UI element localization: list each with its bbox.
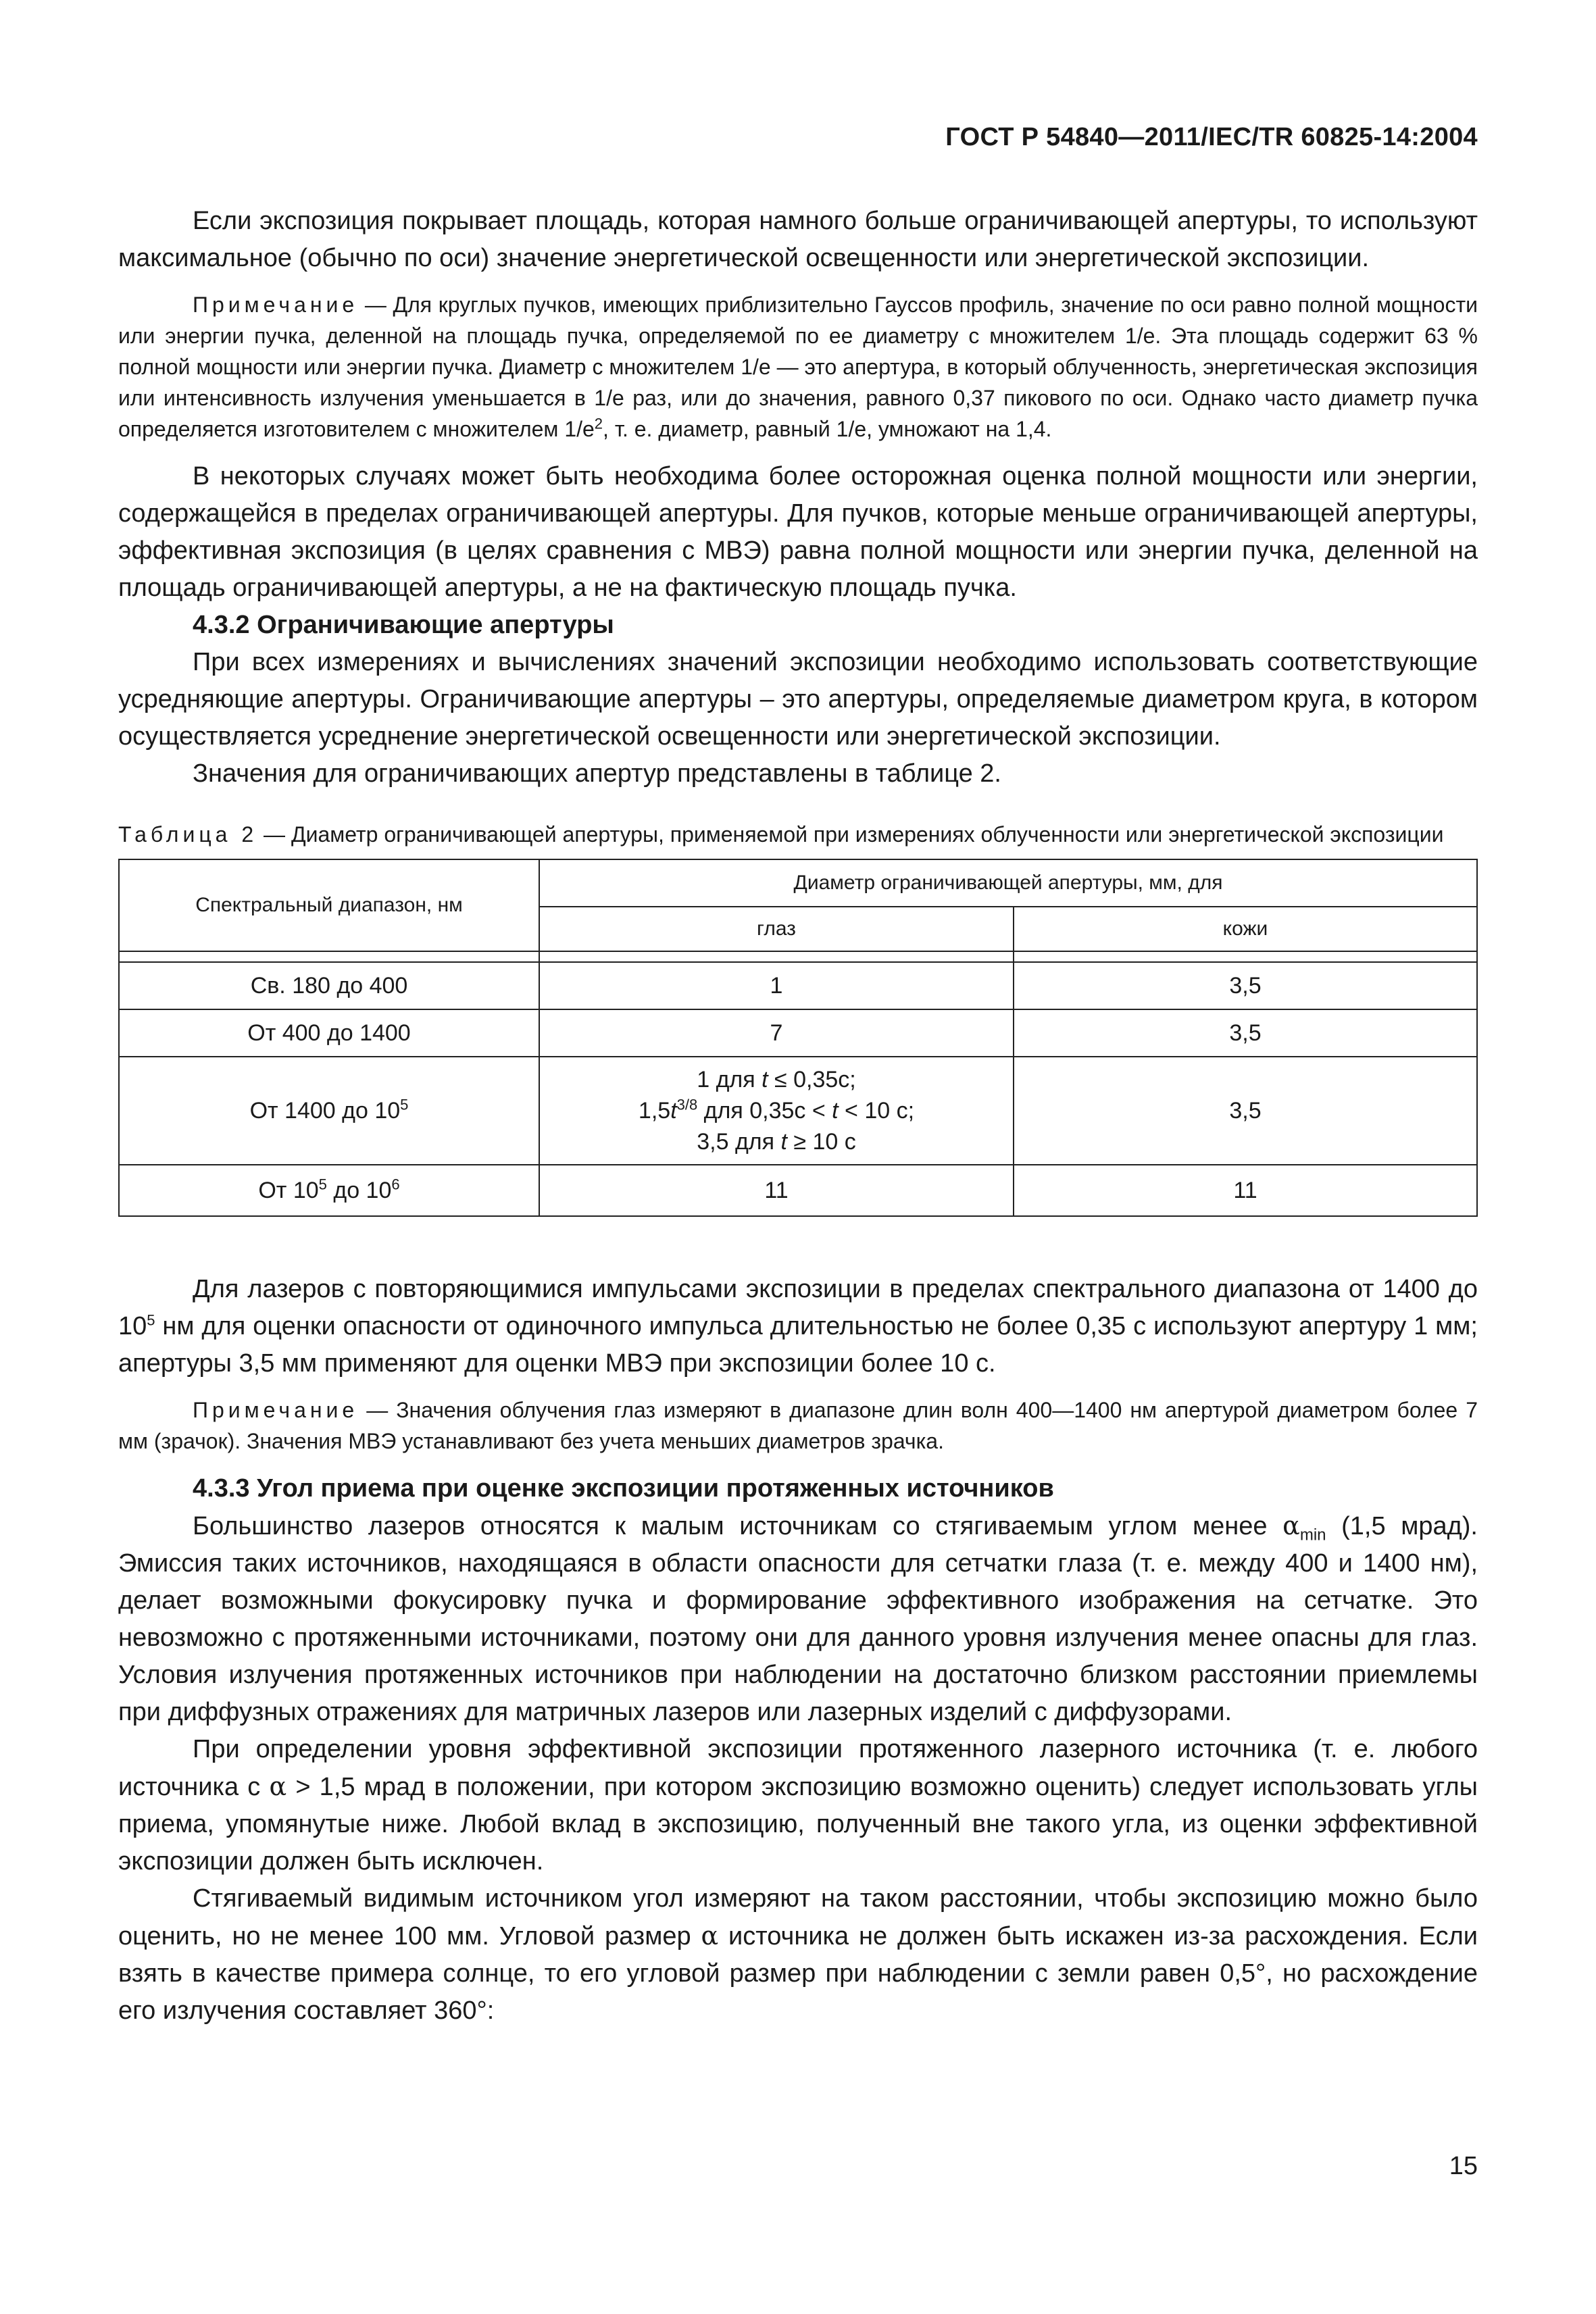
paragraph-4: Значения для ограничивающих апертур представлены в таблице 2.: [193, 759, 1001, 788]
cell-eyes: 1: [539, 962, 1014, 1009]
eyes-line-2: [547, 1095, 1006, 1126]
eyes-l1-text: 1 для: [697, 1067, 762, 1092]
eyes-l2-text: 1,5: [638, 1098, 671, 1124]
eyes-line-1: [547, 1064, 1006, 1095]
header-aperture-diameter: Диаметр ограничивающей апертуры, мм, для: [539, 859, 1477, 907]
alpha-symbol: α: [1282, 1511, 1300, 1540]
cell-skin: 11: [1014, 1165, 1477, 1216]
table-row: [119, 1165, 1477, 1216]
p6-text-end: (1,5 мрад). Эмиссия таких источников, находящаяся в области опасности для сетчатки глаза (т. е. между 400 и 1400 нм), делает возможными фокусировку пучка и формирование эффективного изображения на сетчатке. Это невозможно с протяженными источниками, поэтому они для данного уровня излучения менее опасны для глаз. Условия излучения протяженных источников при наблюдении на достаточно близком расстоянии приемлемы при диффузных отражениях для матричных лазеров или лазерных изделий с диффузорами.: [118, 1512, 1478, 1726]
document-header: ГОСТ Р 54840—2011/IEC/TR 60825-14:2004: [945, 123, 1478, 151]
cell-skin: 3,5: [1014, 1057, 1477, 1165]
header-eyes: глаз: [539, 907, 1014, 951]
cell-range: [119, 1165, 539, 1216]
eyes-l3-var: t: [780, 1129, 787, 1155]
table-caption: [118, 820, 1478, 849]
p7-text-end: > 1,5 мрад в положении, при котором экспозицию возможно оценить) следует использовать углы приема, упомянутые ниже. Любой вклад в экспозицию, полученный вне такого угла, из оценки эффективной экспозиции должен быть исключен.: [118, 1773, 1478, 1876]
note-label: Примечание: [193, 1398, 359, 1422]
paragraph-6: [118, 1507, 1478, 1731]
p5-superscript: 5: [147, 1311, 155, 1329]
note-dash: —: [358, 293, 393, 317]
cell-range: [119, 1057, 539, 1165]
eyes-line-3: [547, 1126, 1006, 1157]
paragraph-8: [118, 1880, 1478, 2030]
alpha-symbol: α: [701, 1921, 719, 1951]
eyes-l1-cond: ≤ 0,35c;: [768, 1067, 856, 1092]
section-heading-4-3-2: 4.3.2 Ограничивающие апертуры: [193, 611, 614, 639]
note-text-end: , т. е. диаметр, равный 1/е, умножают на 1,4.: [603, 417, 1052, 441]
eyes-l2-exp: 3/8: [676, 1096, 698, 1113]
page-number: 15: [1449, 2152, 1478, 2180]
table-caption-label: Таблица 2: [118, 822, 258, 847]
alpha-symbol: α: [269, 1771, 287, 1801]
paragraph-1: Если экспозиция покрывает площадь, которая намного больше ограничивающей апертуры, то используют максимальное (обычно по оси) значение энергетической освещенности или энергетической экспозиции.: [118, 207, 1478, 272]
note-1: [118, 289, 1478, 445]
range-superscript: 5: [400, 1096, 409, 1113]
cell-skin: 3,5: [1014, 1009, 1477, 1057]
table-row: [119, 1057, 1477, 1165]
p5-text: Для лазеров с повторяющимися импульсами экспозиции в пределах спектрального диапазона от 1400 до 10: [118, 1275, 1478, 1340]
note-2: [118, 1394, 1478, 1457]
p8-text: Стягиваемый видимым источником угол измеряют на таком расстоянии, чтобы экспозицию можно было оценить, но не менее 100 мм. Угловой размер: [118, 1884, 1478, 1951]
table-row: [119, 1009, 1477, 1057]
table-caption-text: — Диаметр ограничивающей апертуры, применяемой при измерениях облученности или энергетической экспозиции: [257, 822, 1444, 847]
section-heading-4-3-3: 4.3.3 Угол приема при оценке экспозиции протяженных источников: [193, 1474, 1054, 1503]
page-content: [118, 203, 1478, 2030]
cell-range: Св. 180 до 400: [119, 962, 539, 1009]
range-superscript: 5: [318, 1176, 327, 1193]
paragraph-2: В некоторых случаях может быть необходима более осторожная оценка полной мощности или энергии, содержащейся в пределах ограничивающей апертуры. Для пучков, которые меньше ограничивающей апертуры, эффективная экспозиция (в целях сравнения с МВЭ) равна полной мощности или энергии пучка, деленной на площадь ограничивающей апертуры, а не на фактическую площадь пучка.: [118, 462, 1478, 602]
header-spectral-range: Спектральный диапазон, нм: [119, 859, 539, 951]
eyes-l2-cond: для 0,35с <: [697, 1098, 832, 1124]
note-text: Значения облучения глаз измеряют в диапазоне длин волн 400—1400 нм апертурой диаметром более 7 мм (зрачок). Значения МВЭ устанавливают без учета меньших диаметров зрачка.: [118, 1398, 1478, 1453]
paragraph-7: [118, 1731, 1478, 1880]
table-row: [119, 962, 1477, 1009]
cell-skin: 3,5: [1014, 962, 1477, 1009]
eyes-l2-var: t: [670, 1098, 677, 1124]
header-skin: кожи: [1014, 907, 1477, 951]
p5-text-end: нм для оценки опасности от одиночного импульса длительностью не более 0,35 с используют апертуру 1 мм; апертуры 3,5 мм применяют для оценки МВЭ при экспозиции более 10 с.: [118, 1312, 1478, 1378]
note-superscript: 2: [594, 415, 603, 432]
cell-eyes: 11: [539, 1165, 1014, 1216]
range-superscript-end: 6: [391, 1176, 400, 1193]
eyes-l3-cond: ≥ 10 с: [787, 1129, 856, 1155]
note-label: Примечание: [193, 293, 359, 317]
p8-text-end: источника не должен быть искажен из-за расхождения. Если взять в качестве примера солнце, то его угловой размер при наблюдении с земли равен 0,5°, но расхождение его излучения составляет 360°:: [118, 1922, 1478, 2025]
eyes-l2-end: < 10 с;: [838, 1098, 915, 1124]
aperture-table: [118, 859, 1478, 1217]
note-dash: —: [358, 1398, 397, 1422]
eyes-l1-var: t: [762, 1067, 768, 1092]
cell-eyes: [539, 1057, 1014, 1165]
cell-range: От 400 до 1400: [119, 1009, 539, 1057]
range-text-end: до 10: [326, 1177, 392, 1203]
alpha-subscript: min: [1299, 1526, 1326, 1544]
paragraph-3: При всех измерениях и вычислениях значений экспозиции необходимо использовать соответствующие усредняющие апертуры. Ограничивающие апертуры – это апертуры, определяемые диаметром круга, в котором осуществляется усреднение энергетической освещенности или энергетической экспозиции.: [118, 648, 1478, 751]
paragraph-5: [118, 1271, 1478, 1382]
range-text: От 10: [258, 1177, 319, 1203]
eyes-l2-var2: t: [832, 1098, 839, 1124]
range-text: От 1400 до 10: [249, 1097, 401, 1124]
cell-eyes: 7: [539, 1009, 1014, 1057]
p7-text: При определении уровня эффективной экспозиции протяженного лазерного источника (т. е. любого источника с: [118, 1735, 1478, 1801]
eyes-l3-text: 3,5 для: [697, 1129, 781, 1155]
note-text: Для круглых пучков, имеющих приблизительно Гауссов профиль, значение по оси равно полной мощности или энергии пучка, деленной на площадь пучка, определяемой по ее диаметру с множителем 1/е. Эта площадь содержит 63 % полной мощности или энергии пучка. Диаметр с множителем 1/е — это апертура, в который облученность, энергетическая экспозиция или интенсивность излучения уменьшается в 1/е раз, или до значения, равного 0,37 пикового по оси. Однако часто диаметр пучка определяется изготовителем с множителем 1/е: [118, 293, 1478, 441]
p6-text: Большинство лазеров относятся к малым источникам со стягиваемым углом менее: [193, 1512, 1283, 1540]
